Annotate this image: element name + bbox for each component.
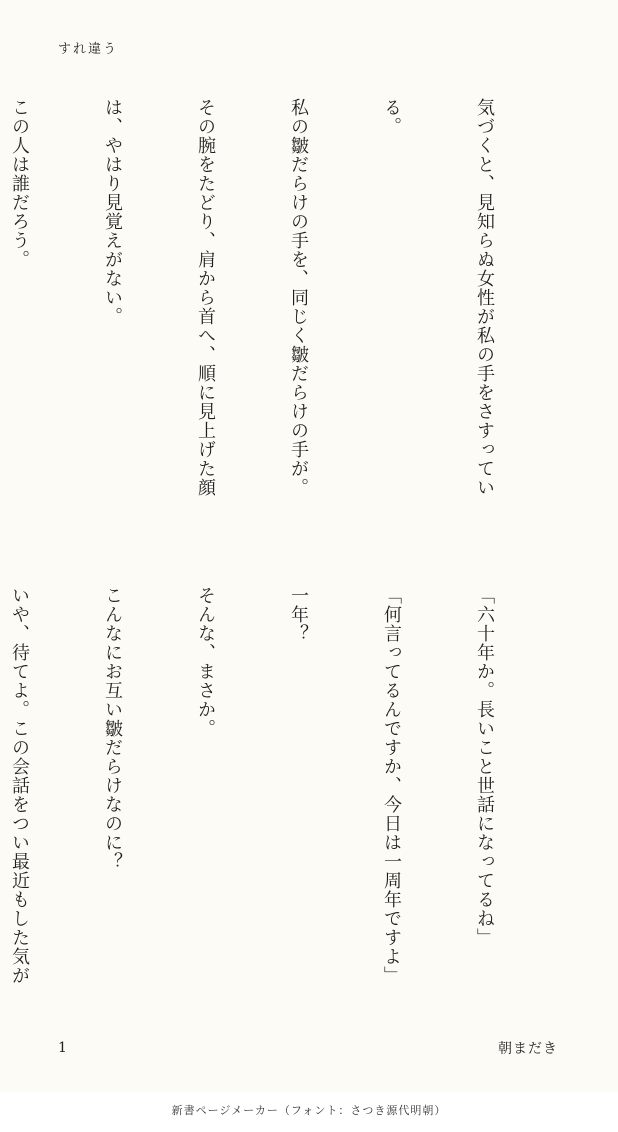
text-line: その腕をたどり、肩から首へ、順に見上げた顔 [195, 98, 216, 497]
text-line: 一年？ [288, 586, 309, 643]
text-line: こんなにお互い皺だらけなのに？ [102, 586, 123, 871]
text-line: そんな、まさか。 [195, 586, 216, 738]
text-line: この人は誰だろう。 [9, 98, 30, 269]
text-line: 私の皺だらけの手を、同じく皺だらけの手が。 [288, 98, 309, 497]
upper-text-block [9, 98, 562, 558]
text-line: 「何言ってるんですか、今日は一周年ですよ」 [381, 586, 402, 985]
generator-credit: 新書ページメーカー（フォント：さつき源代明朝） [171, 1104, 447, 1117]
text-line: は、やはり見覚えがない。 [102, 98, 123, 326]
story-title: すれ違う [58, 42, 119, 57]
page-number: 1 [58, 1040, 67, 1056]
text-line: いや、待てよ。この会話をつい最近もした気が [9, 586, 30, 985]
text-line: 気づくと、見知らぬ女性が私の手をさすってい [474, 98, 495, 497]
lower-text-block [9, 586, 562, 1046]
text-line: 「六十年か。長いこと世話になってるね」 [474, 586, 495, 947]
author-name: 朝まだき [498, 1041, 558, 1057]
text-line: る。 [381, 98, 402, 136]
